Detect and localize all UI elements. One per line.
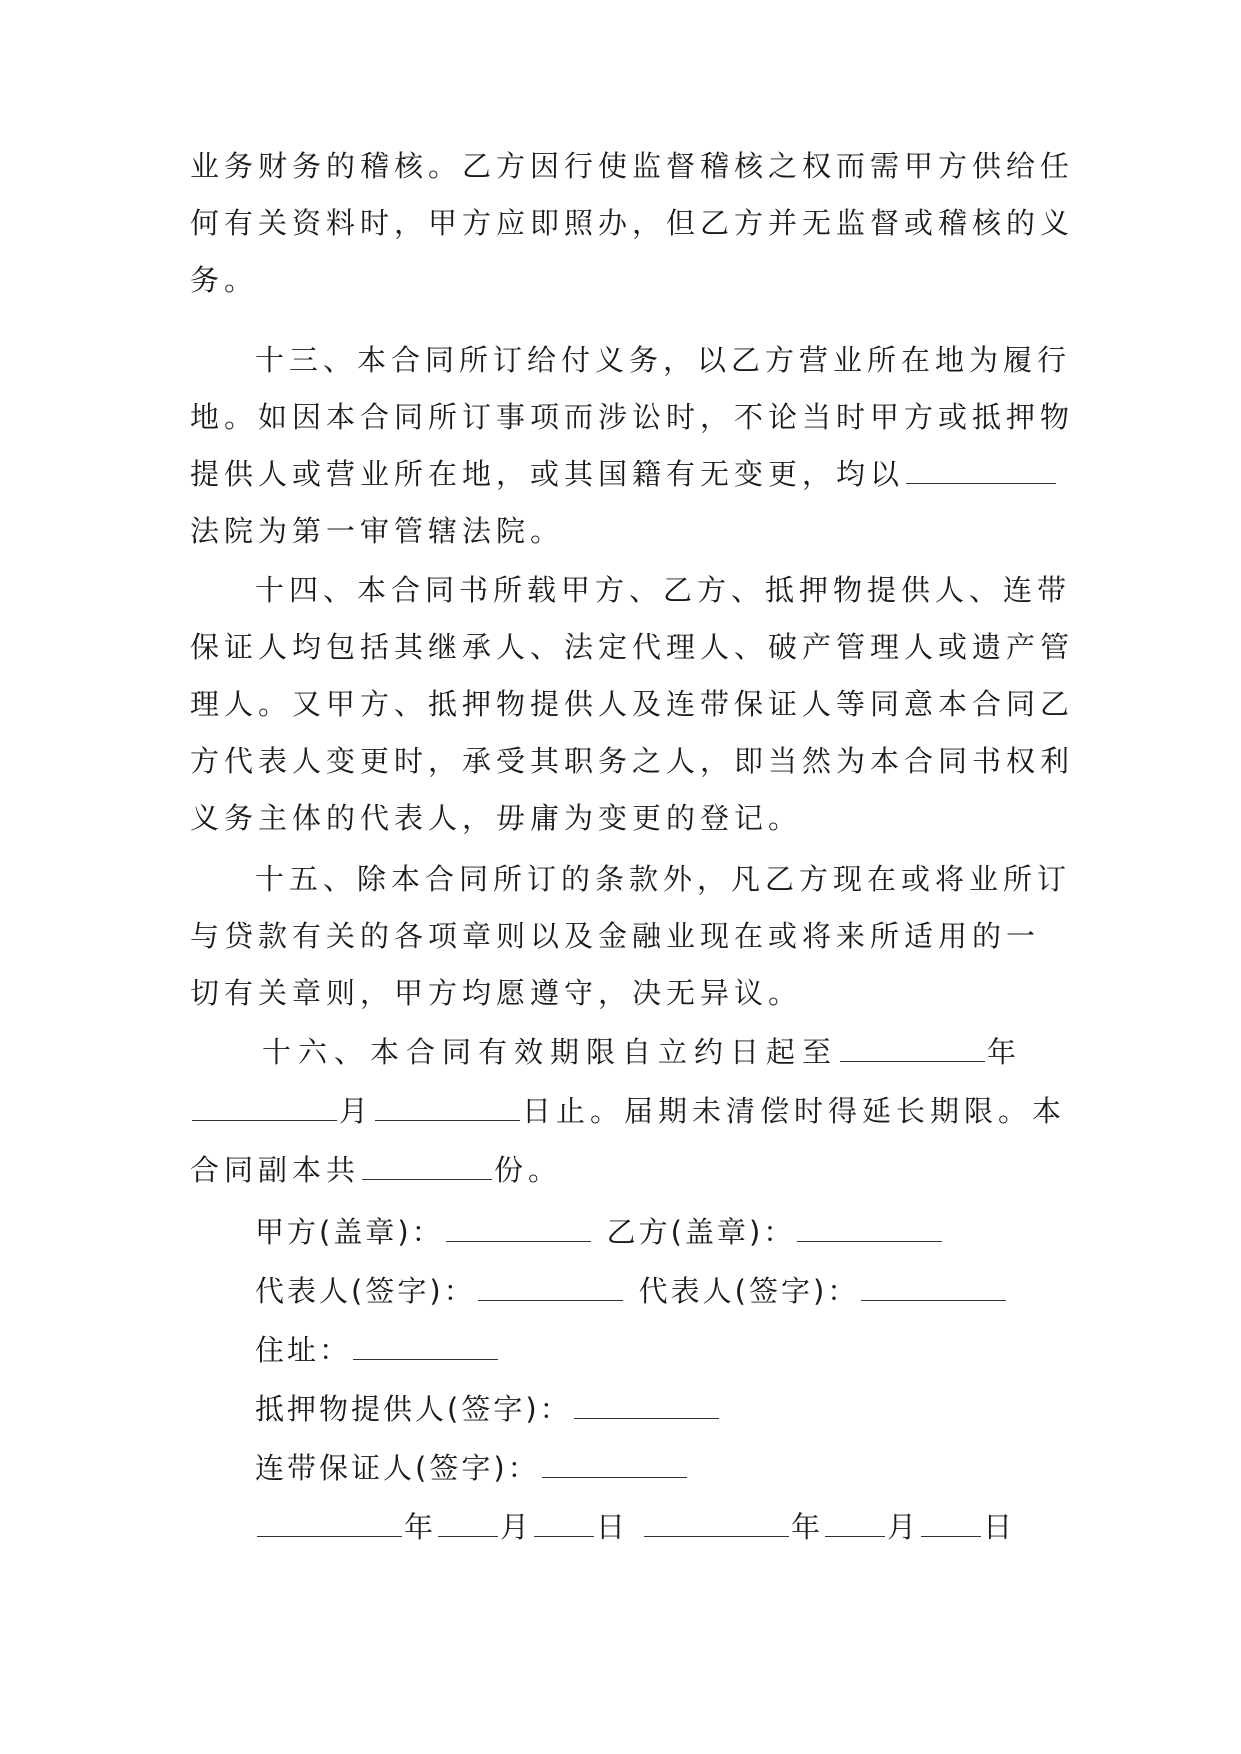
term-year-blank[interactable]	[840, 1037, 985, 1062]
rep-a-blank[interactable]	[478, 1276, 623, 1301]
paragraph-12-line-3: 务。	[190, 263, 259, 297]
date-b-year: 年	[791, 1510, 824, 1544]
representative-row	[255, 1273, 1008, 1309]
date-a-day-blank[interactable]	[534, 1512, 594, 1537]
clause-15-line-1: 十五、除本合同所订的条款外，凡乙方现在或将业所订	[255, 862, 1072, 896]
date-a-year: 年	[404, 1510, 437, 1544]
rep-b-label: 代表人(签字)：	[638, 1274, 860, 1308]
clause-16-line-3	[190, 1152, 562, 1188]
clause-15-line-3: 切有关章则，甲方均愿遵守，决无异议。	[190, 976, 803, 1010]
year-label: 年	[987, 1035, 1024, 1069]
clause-14-line-2: 保证人均包括其继承人、法定代理人、破产管理人或遗产管	[190, 630, 1075, 664]
mortgagor-row	[255, 1391, 721, 1427]
rep-b-blank[interactable]	[861, 1276, 1006, 1301]
clause-14-line-5: 义务主体的代表人，毋庸为变更的登记。	[190, 801, 803, 835]
paragraph-12-line-1: 业务财务的稽核。乙方因行使监督稽核之权而需甲方供给任	[190, 149, 1075, 183]
court-blank[interactable]	[906, 459, 1056, 484]
party-a-seal-label: 甲方(盖章)：	[255, 1215, 444, 1249]
copies-label: 合同副本共	[190, 1153, 361, 1187]
date-row	[255, 1509, 1015, 1545]
clause-13-line-1: 十三、本合同所订给付义务，以乙方营业所在地为履行	[255, 343, 1072, 377]
clause-13-text: 提供人或营业所在地，或其国籍有无变更，均以	[190, 457, 905, 491]
date-a-year-blank[interactable]	[257, 1512, 402, 1537]
party-b-seal-label: 乙方(盖章)：	[606, 1215, 796, 1249]
date-b-day-blank[interactable]	[921, 1512, 981, 1537]
clause-16-line-1	[262, 1034, 1023, 1070]
month-label: 月	[339, 1094, 374, 1128]
address-label: 住址：	[255, 1333, 352, 1367]
paragraph-12-line-2: 何有关资料时，甲方应即照办，但乙方并无监督或稽核的义	[190, 206, 1075, 240]
date-b-year-blank[interactable]	[644, 1512, 789, 1537]
address-row	[255, 1332, 500, 1368]
clause-13-line-3	[190, 456, 1058, 492]
clause-14-line-1: 十四、本合同书所载甲方、乙方、抵押物提供人、连带	[255, 573, 1072, 607]
rep-a-label: 代表人(签字)：	[255, 1274, 476, 1308]
guarantor-blank[interactable]	[542, 1453, 687, 1478]
party-a-seal-blank[interactable]	[446, 1217, 591, 1242]
clause-16-line-2	[190, 1093, 1066, 1129]
mortgagor-blank[interactable]	[574, 1394, 719, 1419]
mortgagor-label: 抵押物提供人(签字)：	[255, 1392, 572, 1426]
clause-14-line-3: 理人。又甲方、抵押物提供人及连带保证人等同意本合同乙	[190, 687, 1075, 721]
party-b-seal-blank[interactable]	[797, 1217, 942, 1242]
copies-unit: 份。	[494, 1153, 563, 1187]
clause-16-text-2: 日止。届期未清偿时得延长期限。本	[522, 1094, 1067, 1128]
term-month-blank[interactable]	[192, 1096, 337, 1121]
address-blank[interactable]	[353, 1335, 498, 1360]
clause-13-line-2: 地。如因本合同所订事项而涉讼时，不论当时甲方或抵押物	[190, 400, 1075, 434]
seal-row	[255, 1214, 944, 1250]
date-a-month-blank[interactable]	[438, 1512, 498, 1537]
date-b-day: 日	[983, 1510, 1016, 1544]
term-day-blank[interactable]	[375, 1096, 520, 1121]
date-b-month-blank[interactable]	[825, 1512, 885, 1537]
date-a-day: 日	[596, 1510, 629, 1544]
clause-14-line-4: 方代表人变更时，承受其职务之人，即当然为本合同书权利	[190, 744, 1075, 778]
clause-13-line-4: 法院为第一审管辖法院。	[190, 514, 565, 548]
copies-blank[interactable]	[362, 1155, 492, 1180]
date-b-month: 月	[887, 1510, 920, 1544]
guarantor-label: 连带保证人(签字)：	[255, 1451, 540, 1485]
date-a-month: 月	[500, 1510, 533, 1544]
clause-16-text: 十六、本合同有效期限自立约日起至	[262, 1035, 839, 1069]
clause-15-line-2: 与贷款有关的各项章则以及金融业现在或将来所适用的一	[190, 919, 1041, 953]
guarantor-row	[255, 1450, 689, 1486]
